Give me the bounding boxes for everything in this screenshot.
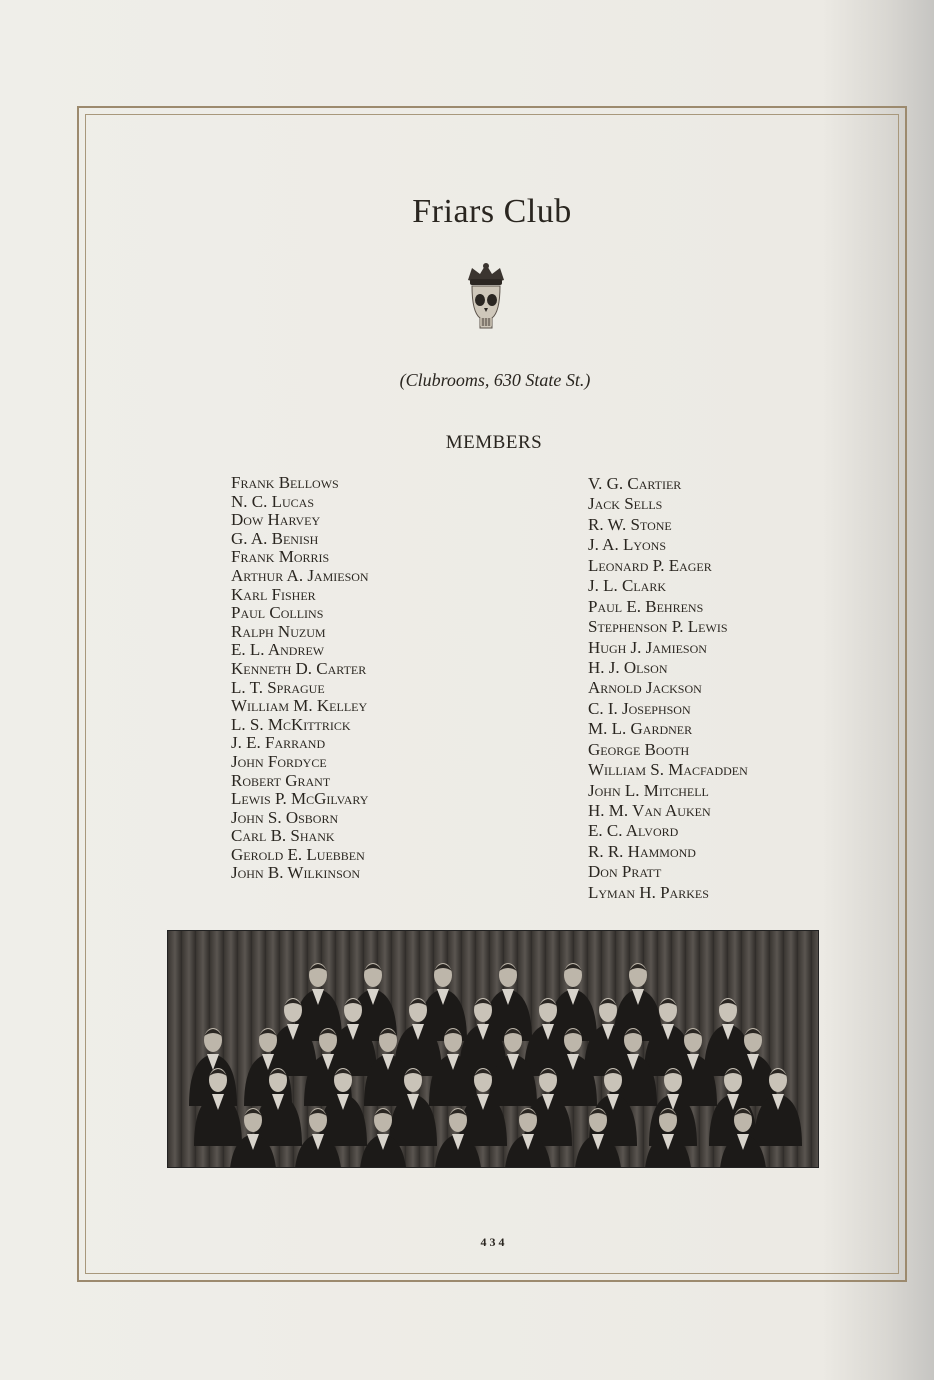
member-name: Lyman H. Parkes [588,882,709,902]
member-name: Jack Sells [588,494,663,514]
member-name: Arthur A. Jamieson [231,565,369,585]
member-name: William M. Kelley [231,696,368,716]
member-name: L. S. McKittrick [231,714,351,734]
member-name: Carl B. Shank [231,826,335,846]
members-heading: MEMBERS [445,432,543,453]
member-name: George Booth [588,739,690,759]
member-name: R. W. Stone [588,514,672,534]
member-name: G. A. Benish [231,528,319,548]
member-name: Paul Collins [231,603,324,623]
clubrooms-address: (Clubrooms, 630 State St.) [399,370,591,390]
member-name: M. L. Gardner [588,719,693,739]
member-name: V. G. Cartier [588,474,682,493]
member-name: C. I. Josephson [588,698,691,718]
member-name: E. C. Alvord [588,821,679,841]
member-name: H. M. Van Auken [588,801,711,820]
member-name: Paul E. Behrens [588,596,704,616]
member-name: J. L. Clark [588,576,667,596]
member-name: Ralph Nuzum [231,621,326,641]
page-number: 434 [480,1235,508,1249]
member-name: Leonard P. Eager [588,555,712,575]
page-title: Friars Club [412,193,572,230]
members-list-right [588,474,748,903]
member-name: Dow Harvey [231,510,321,530]
member-name: J. E. Farrand [231,733,326,753]
member-name: Robert Grant [231,770,331,790]
member-name: Kenneth D. Carter [231,658,367,678]
member-name: H. J. Olson [588,657,668,677]
member-name: John L. Mitchell [588,780,709,800]
member-name: L. T. Sprague [231,677,325,697]
member-name: Frank Bellows [231,473,339,492]
skull-with-crown-icon [462,262,510,334]
member-name: R. R. Hammond [588,841,696,861]
members-list-left [231,474,369,883]
member-name: N. C. Lucas [231,491,315,511]
group-photo-image [167,930,819,1168]
member-name: Don Pratt [588,862,662,882]
member-name: Stephenson P. Lewis [588,617,728,637]
member-name: William S. Macfadden [588,760,748,780]
member-name: John S. Osborn [231,807,339,827]
member-name: Lewis P. McGilvary [231,789,369,809]
member-name: Arnold Jackson [588,678,702,698]
member-name: Karl Fisher [231,584,316,604]
member-name: Hugh J. Jamieson [588,637,707,657]
member-name: John Fordyce [231,751,327,771]
member-name: J. A. Lyons [588,535,667,555]
member-name: Frank Morris [231,547,330,567]
member-name: Gerold E. Luebben [231,844,365,864]
member-name: E. L. Andrew [231,640,325,660]
member-name: John B. Wilkinson [231,863,361,883]
